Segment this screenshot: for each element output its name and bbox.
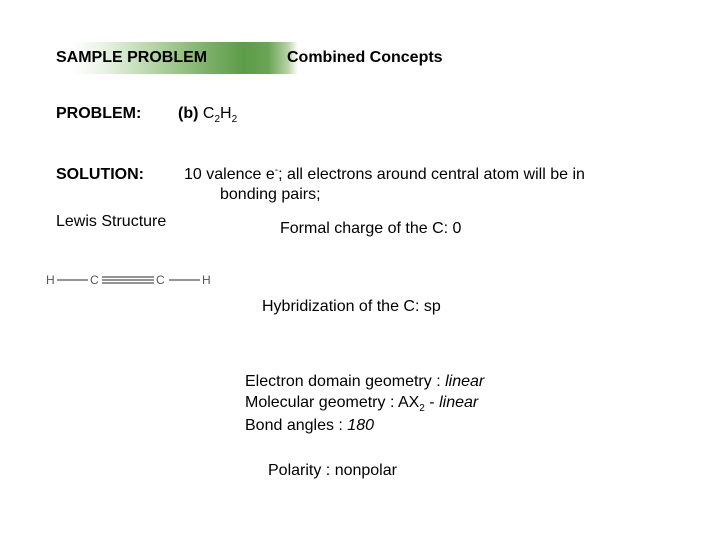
lewis-atom-h-left: H [46,273,55,287]
valence-text: 10 valence e [184,166,275,183]
bond-angles-value: 180 [347,417,374,434]
solution-label: SOLUTION: [56,166,144,183]
electron-superscript: - [274,165,279,176]
problem-statement [178,105,237,123]
formula-h-subscript: 2 [231,114,238,125]
lewis-atom-c-left: C [90,273,99,287]
formal-charge-text: Formal charge of the C: 0 [280,220,462,237]
problem-part: (b) [178,105,199,122]
hybridization-text: Hybridization of the C: sp [262,298,441,315]
lewis-structure-diagram [44,268,224,292]
formula-c-subscript: 2 [214,114,221,125]
formula-h: H [220,105,232,122]
electron-domain-geometry [245,373,484,391]
polarity-text: Polarity : nonpolar [268,462,397,479]
solution-line-1 [184,166,585,184]
electron-domain-label: Electron domain geometry : [245,373,446,390]
sample-problem-label: SAMPLE PROBLEM [56,49,208,66]
lewis-atom-h-right: H [202,273,211,287]
molecular-geometry-value: linear [439,394,479,411]
bond-angles [245,417,374,435]
formula-c: C [202,105,215,122]
lewis-structure-label: Lewis Structure [56,213,167,230]
molecular-geometry [245,394,478,412]
lewis-atom-c-right: C [156,273,165,287]
molecular-geometry-label: Molecular geometry : AX [245,394,420,411]
electron-domain-value: linear [445,373,485,390]
problem-label: PROBLEM: [56,105,142,122]
molecular-geometry-separator: - [424,394,440,411]
bond-angles-label: Bond angles : [245,417,348,434]
combined-concepts-label: Combined Concepts [287,49,443,66]
solution-line-1-rest: ; all electrons around central atom will be in [278,166,585,183]
molecular-geometry-subscript: 2 [419,403,425,414]
solution-line-2: bonding pairs; [220,186,321,203]
